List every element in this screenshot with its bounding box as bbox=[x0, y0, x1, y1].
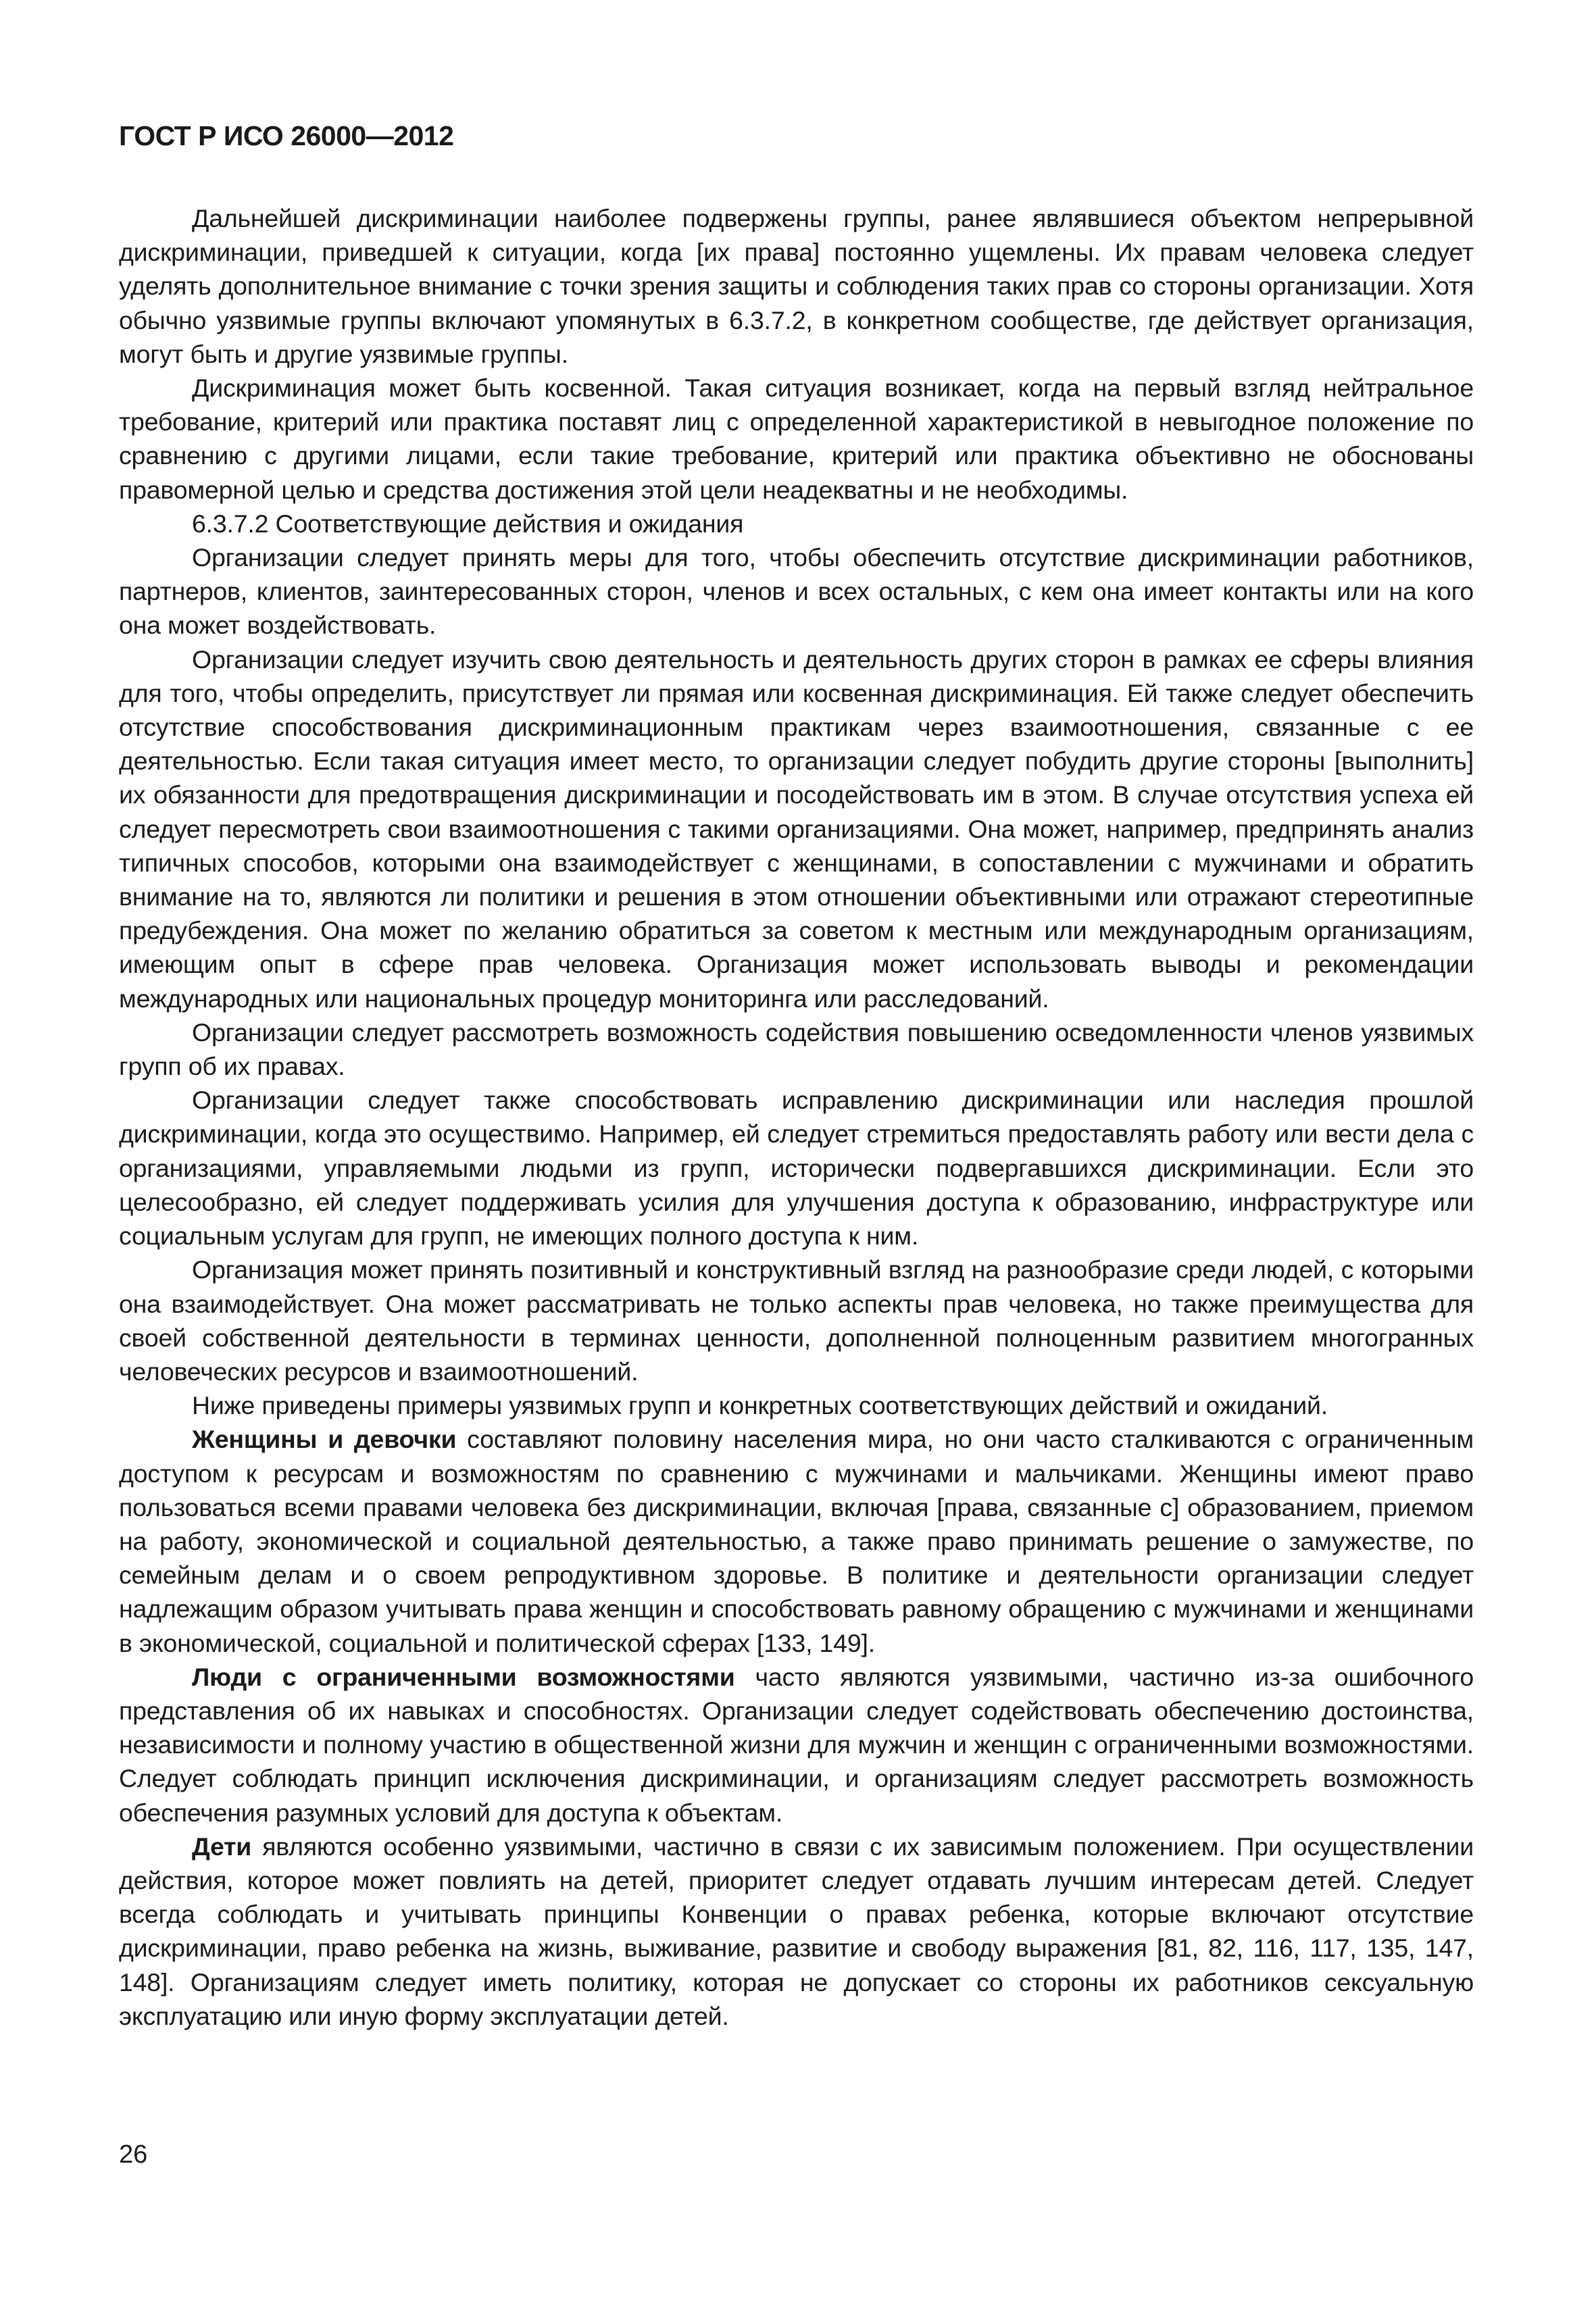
paragraph bbox=[119, 1388, 1474, 1422]
paragraph bbox=[119, 1422, 1474, 1659]
paragraph bbox=[119, 643, 1474, 1015]
paragraph bbox=[119, 540, 1474, 643]
paragraph-text: Организации следует также способствовать исправлению дискриминации или наследия прошлой дискриминации, когда это осуществимо. Например, ей следует стремиться предоставлять работу или вести дела с организациями, управляемыми людьми из групп, исторически подвергавшихся дискриминации. Если это целесообразно, ей следует поддерживать усилия для улучшения доступа к образованию, инфраструктуре или социальным услугам для групп, не имеющих полного доступа к ним. bbox=[119, 1086, 1474, 1251]
paragraph-text: Дальнейшей дискриминации наиболее подвержены группы, ранее являвшиеся объектом непрерывной дискриминации, приведшей к ситуации, когда [их права] постоянно ущемлены. Их правам человека следует уделять дополнительное внимание с точки зрения защиты и соблюдения таких прав со стороны организации. Хотя обычно уязвимые группы включают упомянутых в 6.3.7.2, в конкретном сообществе, где действует организация, могут быть и другие уязвимые группы. bbox=[119, 204, 1474, 368]
page-number: 26 bbox=[119, 2140, 148, 2169]
paragraph-text: составляют половину населения мира, но они часто сталкиваются с ограниченным доступом к ресурсам и возможностям по сравнению с мужчинами и мальчиками. Женщины имеют право пользоваться всеми правами человека без дискриминации, включая [права, связанные с] образованием, приемом на работу, экономической и социальной деятельностью, а также право принимать решение о замужестве, по семейным делам и о своем репродуктивном здоровье. В политике и деятельности организации следует надлежащим образом учитывать права женщин и способствовать равному обращению с мужчинами и женщинами в экономической, социальной и политической сферах [133, 149]. bbox=[119, 1425, 1474, 1657]
paragraph-text: Организации следует принять меры для того, чтобы обеспечить отсутствие дискриминации работников, партнеров, клиентов, заинтересованных сторон, членов и всех остальных, с кем она имеет контакты или на кого она может воздействовать. bbox=[119, 543, 1474, 640]
paragraph bbox=[119, 201, 1474, 371]
paragraph-text: Ниже приведены примеры уязвимых групп и конкретных соответствующих действий и ожиданий. bbox=[192, 1391, 1328, 1420]
paragraph-text: Организации следует изучить свою деятельность и деятельность других сторон в рамках ее сферы влияния для того, чтобы определить, присутствует ли прямая или косвенная дискриминация. Ей также следует обеспечить отсутствие способствования дискриминационным практикам через взаимоотношения, связанные с ее деятельностью. Если такая ситуация имеет место, то организации следует побудить другие стороны [выполнить] их обязанности для предотвращения дискриминации и посодействовать им в этом. В случае отсутствия успеха ей следует пересмотреть свои взаимоотношения с такими организациями. Она может, например, предпринять анализ типичных способов, которыми она взаимодействует с женщинами, в сопоставлении с мужчинами и обратить внимание на то, являются ли политики и решения в этом отношении объективными или отражают стереотипные предубеждения. Она может по желанию обратиться за советом к местным или международным организациям, имеющим опыт в сфере прав человека. Организация может использовать выводы и рекомендации международных или национальных процедур мониторинга или расследований. bbox=[119, 645, 1474, 1013]
paragraph bbox=[119, 371, 1474, 507]
bold-term: Женщины и девочки bbox=[192, 1425, 457, 1454]
bold-term: Дети bbox=[192, 1832, 252, 1861]
paragraph-text: часто являются уязвимыми, частично из-за ошибочного представления об их навыках и способностях. Организации следует содействовать обеспечению достоинства, независимости и полному участию в общественной жизни для мужчин и женщин с ограниченными возможностями. Следует соблюдать принцип исключения дискриминации, и организациям следует рассмотреть возможность обеспечения разумных условий для доступа к объектам. bbox=[119, 1662, 1474, 1827]
bold-term: Люди с ограниченными возможностями bbox=[192, 1662, 735, 1691]
document-body bbox=[119, 201, 1474, 2033]
section-heading-text: 6.3.7.2 Соответствующие действия и ожидания bbox=[192, 509, 744, 538]
paragraph-text: Организация может принять позитивный и конструктивный взгляд на разнообразие среди людей, с которыми она взаимодействует. Она может рассматривать не только аспекты прав человека, но также преимущества для своей собственной деятельности в терминах ценности, дополненной полноценным развитием многогранных человеческих ресурсов и взаимоотношений. bbox=[119, 1255, 1474, 1386]
paragraph bbox=[119, 1253, 1474, 1388]
paragraph-text: Организации следует рассмотреть возможность содействия повышению осведомленности членов уязвимых групп об их правах. bbox=[119, 1017, 1474, 1081]
paragraph-text: являются особенно уязвимыми, частично в связи с их зависимым положением. При осуществлении действия, которое может повлиять на детей, приоритет следует отдавать лучшим интересам детей. Следует всегда соблюдать и учитывать принципы Конвенции о правах ребенка, которые включают отсутствие дискриминации, право ребенка на жизнь, выживание, развитие и свободу выражения [81, 82, 116, 117, 135, 147, 148]. Организациям следует иметь политику, которая не допускает со стороны их работников сексуальную эксплуатацию или иную форму эксплуатации детей. bbox=[119, 1832, 1474, 2030]
document-header: ГОСТ Р ИСО 26000—2012 bbox=[119, 120, 454, 151]
paragraph-text: Дискриминация может быть косвенной. Такая ситуация возникает, когда на первый взгляд нейтральное требование, критерий или практика поставят лиц с определенной характеристикой в невыгодное положение по сравнению с другими лицами, если такие требование, критерий или практика объективно не обоснованы правомерной целью и средства достижения этой цели неадекватны и не необходимы. bbox=[119, 374, 1474, 504]
paragraph bbox=[119, 1015, 1474, 1083]
section-heading bbox=[119, 507, 1474, 540]
paragraph bbox=[119, 1830, 1474, 2033]
paragraph bbox=[119, 1660, 1474, 1830]
paragraph bbox=[119, 1083, 1474, 1253]
